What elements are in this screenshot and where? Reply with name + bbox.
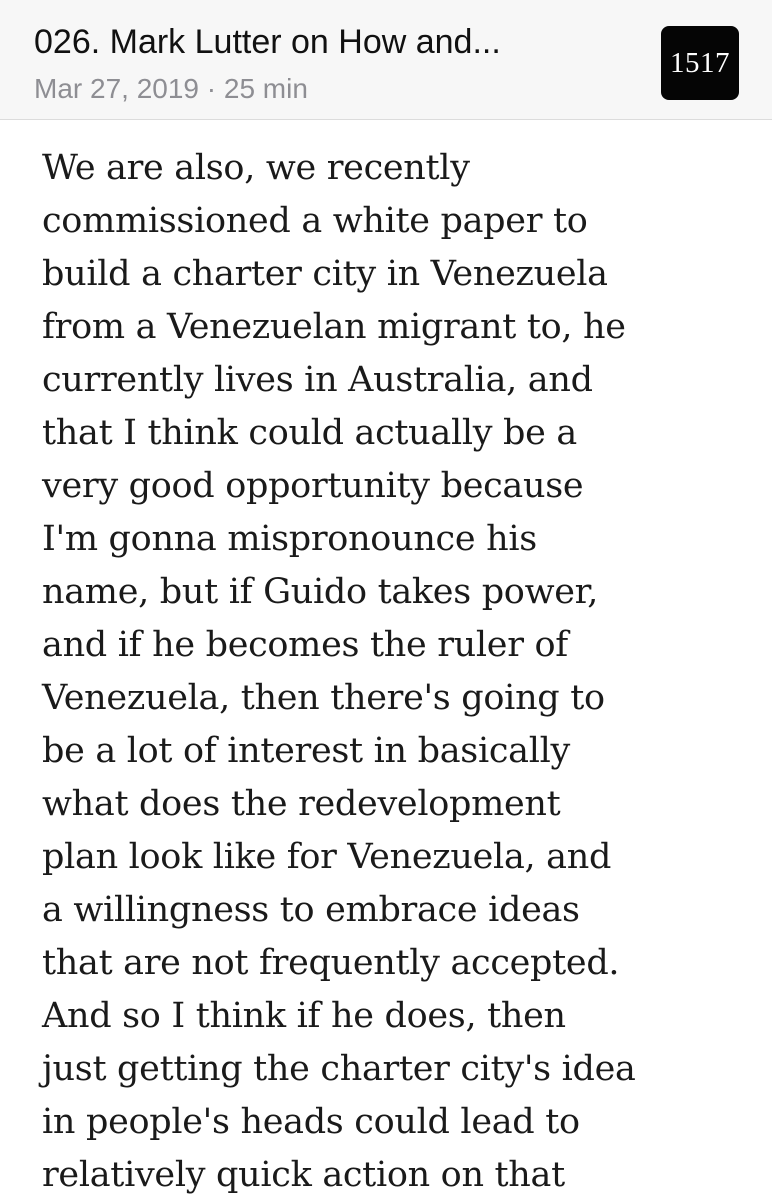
transcript-text xyxy=(42,142,762,1202)
transcript-line: a willingness to embrace ideas xyxy=(42,890,580,930)
transcript-line: plan look like for Venezuela, and xyxy=(42,837,612,877)
transcript-line: I'm gonna mispronounce his xyxy=(42,519,537,559)
transcript-line: currently lives in Australia, and xyxy=(42,360,593,400)
podcast-artwork[interactable]: 1517 xyxy=(661,26,739,100)
transcript-line: from a Venezuelan migrant to, he xyxy=(42,307,626,347)
episode-header xyxy=(0,0,772,120)
transcript-line: that I think could actually be a xyxy=(42,413,577,453)
transcript-line: very good opportunity because xyxy=(42,466,584,506)
transcript-line: We are also, we recently xyxy=(42,148,470,188)
transcript-line: commissioned a white paper to xyxy=(42,201,588,241)
transcript-line: what does the redevelopment xyxy=(42,784,561,824)
transcript-line: just getting the charter city's idea xyxy=(42,1049,636,1089)
transcript-line: relatively quick action on that xyxy=(42,1155,565,1195)
transcript-line: Venezuela, then there's going to xyxy=(42,678,605,718)
transcript-line: and if he becomes the ruler of xyxy=(42,625,568,665)
transcript-line: in people's heads could lead to xyxy=(42,1102,580,1142)
transcript-line: And so I think if he does, then xyxy=(42,996,566,1036)
transcript-line: be a lot of interest in basically xyxy=(42,731,570,771)
transcript-line: name, but if Guido takes power, xyxy=(42,572,599,612)
episode-title[interactable]: 026. Mark Lutter on How and... xyxy=(34,23,501,61)
transcript-line: build a charter city in Venezuela xyxy=(42,254,608,294)
episode-meta: Mar 27, 2019 · 25 min xyxy=(34,73,308,104)
transcript-line: that are not frequently accepted. xyxy=(42,943,620,983)
